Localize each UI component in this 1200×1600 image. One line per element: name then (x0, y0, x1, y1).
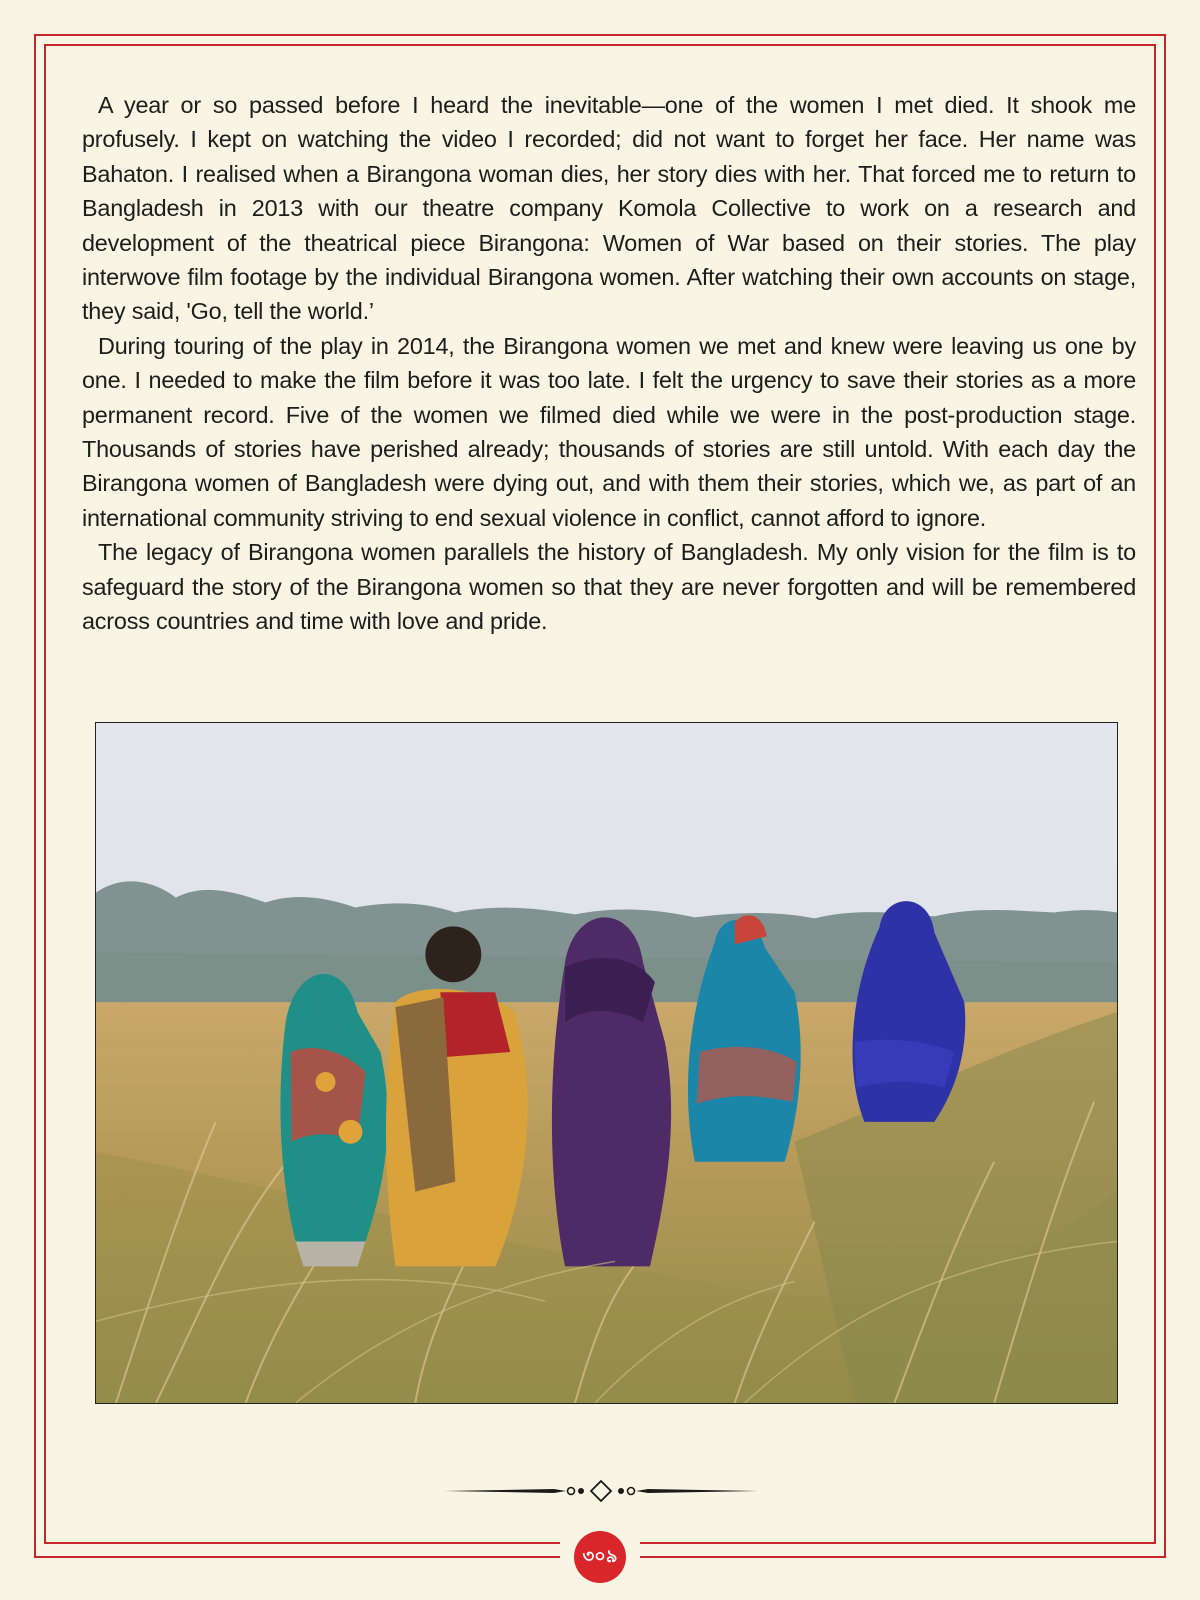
divider-ornament (444, 1478, 758, 1504)
paragraph-1: A year or so passed before I heard the inevitable—one of the women I met died. It shook me profusely. I kept on watching the video I recorded; did not want to forget her face. Her name was Bahaton. I realised when a Birangona woman dies, her story dies with her. That forced me to return to Bangladesh in 2013 with our theatre company Komola Collective to work on a research and development of the theatrical piece Birangona: Women of War based on their stories. The play interwove film footage by the individual Birangona women. After watching their own accounts on stage, they said, 'Go, tell the world.’ (82, 92, 1136, 325)
paragraph-2: During touring of the play in 2014, the Birangona women we met and knew were leaving us one by one. I needed to make the film before it was too late. I felt the urgency to save their stories as a more permanent record. Five of the women we filmed died while we were in the post-production stage. Thousands of stories have perished already; thousands of stories are still untold. With each day the Birangona women of Bangladesh were dying out, and with them their stories, which we, as part of an international community striving to end sexual violence in conflict, cannot afford to ignore. (82, 332, 1136, 531)
field-photo (95, 722, 1118, 1404)
photo-illustration (96, 723, 1117, 1403)
paragraph-3: The legacy of Birangona women parallels the history of Bangladesh. My only vision for the film is to safeguard the story of the Birangona women so that they are never forgotten and will be remembered across countries and time with love and pride. (82, 539, 1136, 635)
article-body (82, 88, 1136, 639)
page-number-badge: ৩০৯ (574, 1531, 626, 1583)
